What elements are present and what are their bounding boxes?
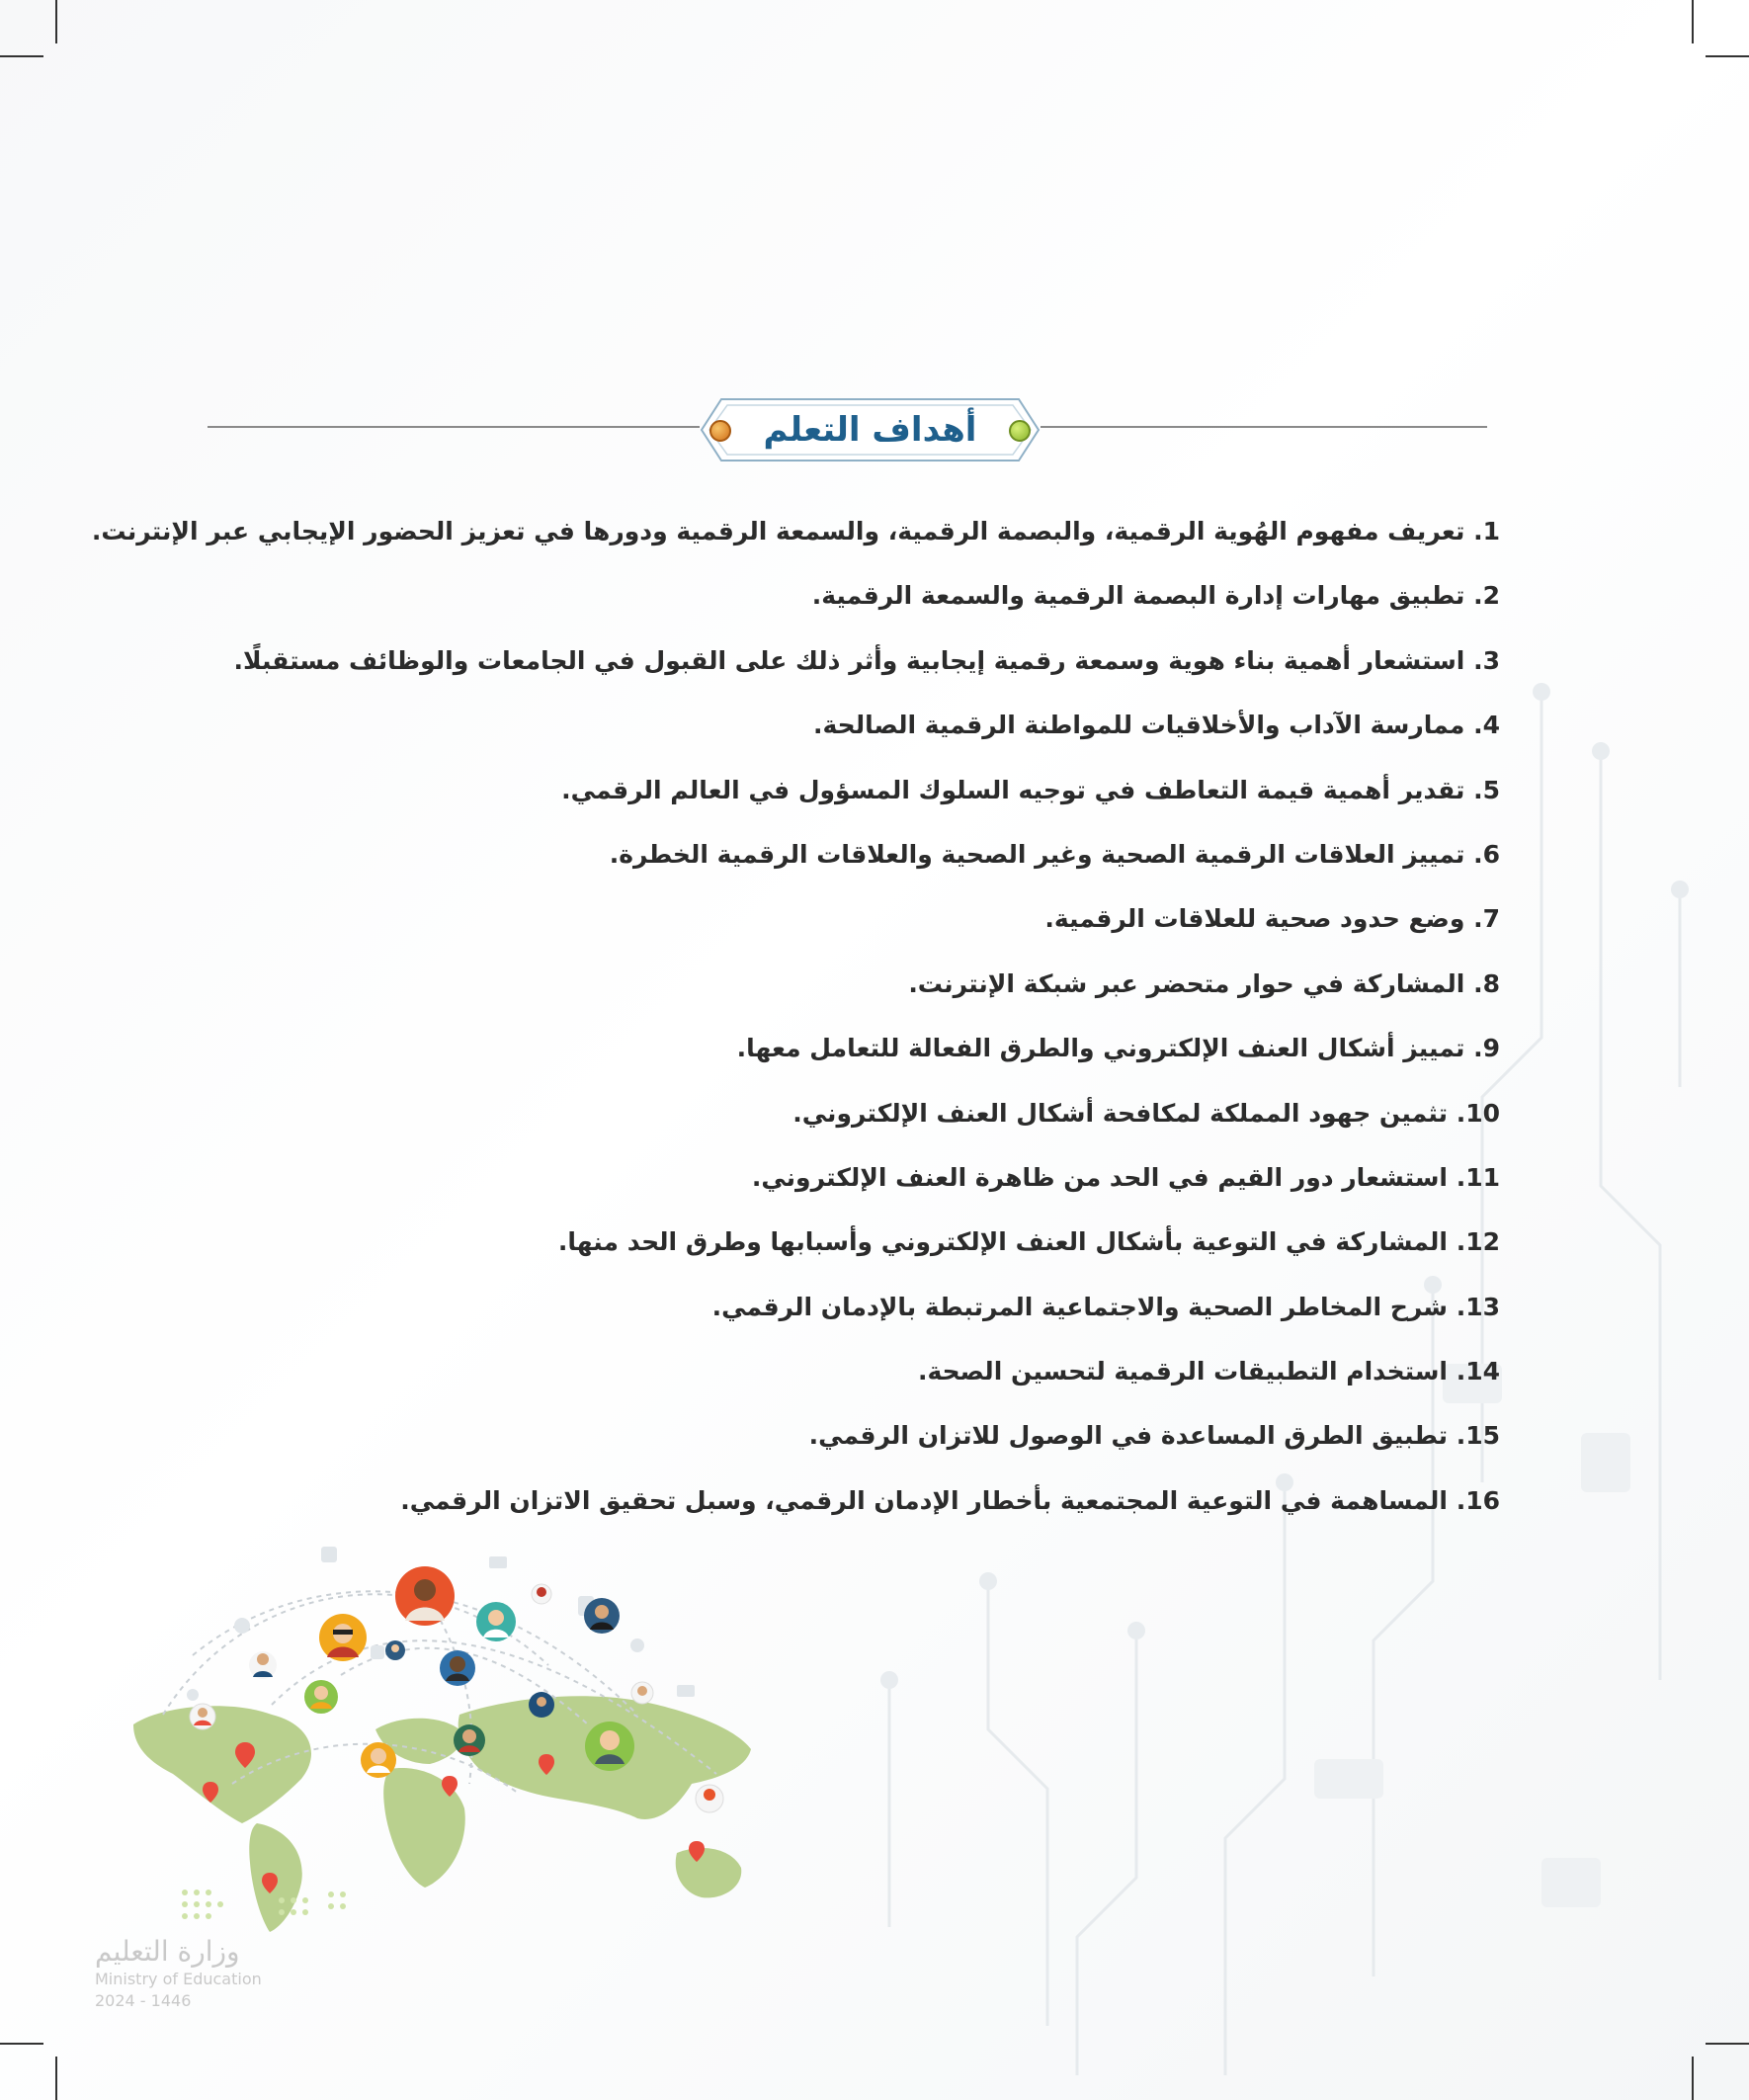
item-number: 10. — [1456, 1098, 1500, 1128]
item-text: استخدام التطبيقات الرقمية لتحسين الصحة. — [918, 1357, 1448, 1386]
avatar — [476, 1602, 516, 1641]
list-item — [215, 1469, 1500, 1533]
list-item — [215, 1210, 1500, 1274]
section-title: أهداف التعلم — [763, 410, 977, 450]
ministry-name-arabic: وزارة التعليم — [95, 1935, 240, 1968]
list-item — [215, 886, 1500, 951]
avatar — [319, 1614, 367, 1661]
avatar — [304, 1680, 338, 1714]
item-number: 11. — [1456, 1162, 1500, 1192]
item-number: 13. — [1456, 1292, 1500, 1321]
list-item — [215, 822, 1500, 886]
item-text: المساهمة في التوعية المجتمعية بأخطار الإدمان الرقمي، وسبل تحقيق الاتزان الرقمي. — [400, 1485, 1448, 1515]
list-item — [215, 1339, 1500, 1403]
crop-mark — [0, 55, 43, 57]
item-text: تمييز العلاقات الرقمية الصحية وغير الصحية والعلاقات الرقمية الخطرة. — [609, 839, 1465, 869]
item-text: تطبيق الطرق المساعدة في الوصول للاتزان الرقمي. — [808, 1421, 1448, 1451]
item-text: ممارسة الآداب والأخلاقيات للمواطنة الرقمية الصالحة. — [813, 711, 1465, 740]
item-text: تثمين جهود المملكة لمكافحة أشكال العنف الإلكتروني. — [792, 1098, 1448, 1128]
avatar — [249, 1651, 277, 1679]
crop-mark — [1692, 2057, 1694, 2100]
crop-mark — [55, 0, 57, 43]
avatar — [696, 1785, 723, 1812]
item-number: 7. — [1473, 904, 1500, 934]
item-text: تمييز أشكال العنف الإلكتروني والطرق الفعالة للتعامل معها. — [736, 1034, 1465, 1063]
item-number: 2. — [1473, 581, 1500, 611]
avatar — [585, 1722, 634, 1771]
avatar — [385, 1640, 405, 1660]
avatar — [361, 1742, 396, 1778]
item-number: 4. — [1473, 711, 1500, 740]
avatar — [529, 1692, 554, 1718]
title-rule-right — [1041, 426, 1487, 428]
item-number: 5. — [1473, 775, 1500, 804]
avatar — [631, 1682, 653, 1704]
list-item — [215, 1081, 1500, 1145]
world-map — [133, 1696, 751, 1932]
ministry-name-english: Ministry of Education — [95, 1970, 262, 1988]
item-text: شرح المخاطر الصحية والاجتماعية المرتبطة بالإدمان الرقمي. — [711, 1292, 1448, 1321]
item-text: تعريف مفهوم الهُوية الرقمية، والبصمة الرقمية، والسمعة الرقمية ودورها في تعزيز الحضور الإيجابي عبر الإنترنت. — [91, 517, 1465, 546]
edition-year: 2024 - 1446 — [95, 1991, 192, 2010]
item-number: 9. — [1473, 1034, 1500, 1063]
list-item — [215, 1145, 1500, 1210]
list-item — [215, 693, 1500, 757]
list-item — [215, 758, 1500, 822]
item-number: 3. — [1473, 645, 1500, 675]
avatar — [454, 1724, 485, 1756]
avatar — [190, 1704, 215, 1729]
item-text: المشاركة في التوعية بأشكال العنف الإلكتروني وأسبابها وطرق الحد منها. — [557, 1227, 1448, 1257]
crop-mark — [0, 2043, 43, 2045]
title-banner — [700, 397, 1041, 462]
item-text: تقدير أهمية قيمة التعاطف في توجيه السلوك المسؤول في العالم الرقمي. — [561, 775, 1465, 804]
orange-bullet-icon — [709, 420, 731, 442]
item-text: المشاركة في حوار متحضر عبر شبكة الإنترنت. — [908, 968, 1465, 998]
item-text: استشعار دور القيم في الحد من ظاهرة العنف الإلكتروني. — [751, 1162, 1448, 1192]
crop-mark — [1706, 2043, 1749, 2045]
avatar — [395, 1566, 455, 1626]
ministry-watermark — [95, 1935, 322, 2012]
list-item — [215, 563, 1500, 628]
list-item — [215, 629, 1500, 693]
item-number: 16. — [1456, 1485, 1500, 1515]
list-item — [215, 952, 1500, 1016]
avatar — [440, 1650, 475, 1686]
item-text: استشعار أهمية بناء هوية وسمعة رقمية إيجابية وأثر ذلك على القبول في الجامعات والوظائف مستقبلًا. — [233, 645, 1465, 675]
item-text: تطبيق مهارات إدارة البصمة الرقمية والسمعة الرقمية. — [811, 581, 1465, 611]
avatar — [532, 1584, 551, 1604]
title-rule-left — [208, 426, 700, 428]
world-network-illustration — [124, 1527, 776, 1942]
item-number: 15. — [1456, 1421, 1500, 1451]
item-number: 6. — [1473, 839, 1500, 869]
list-item — [215, 1275, 1500, 1339]
item-number: 14. — [1456, 1357, 1500, 1386]
item-number: 8. — [1473, 968, 1500, 998]
objectives-list — [91, 499, 1500, 1533]
item-number: 12. — [1456, 1227, 1500, 1257]
list-item — [215, 1016, 1500, 1080]
crop-mark — [1706, 55, 1749, 57]
crop-mark — [1692, 0, 1694, 43]
item-text: وضع حدود صحية للعلاقات الرقمية. — [1044, 904, 1465, 934]
crop-mark — [55, 2057, 57, 2100]
green-bullet-icon — [1009, 420, 1031, 442]
item-number: 1. — [1473, 517, 1500, 546]
avatar — [584, 1598, 620, 1634]
list-item — [215, 1403, 1500, 1468]
list-item — [91, 499, 1500, 563]
